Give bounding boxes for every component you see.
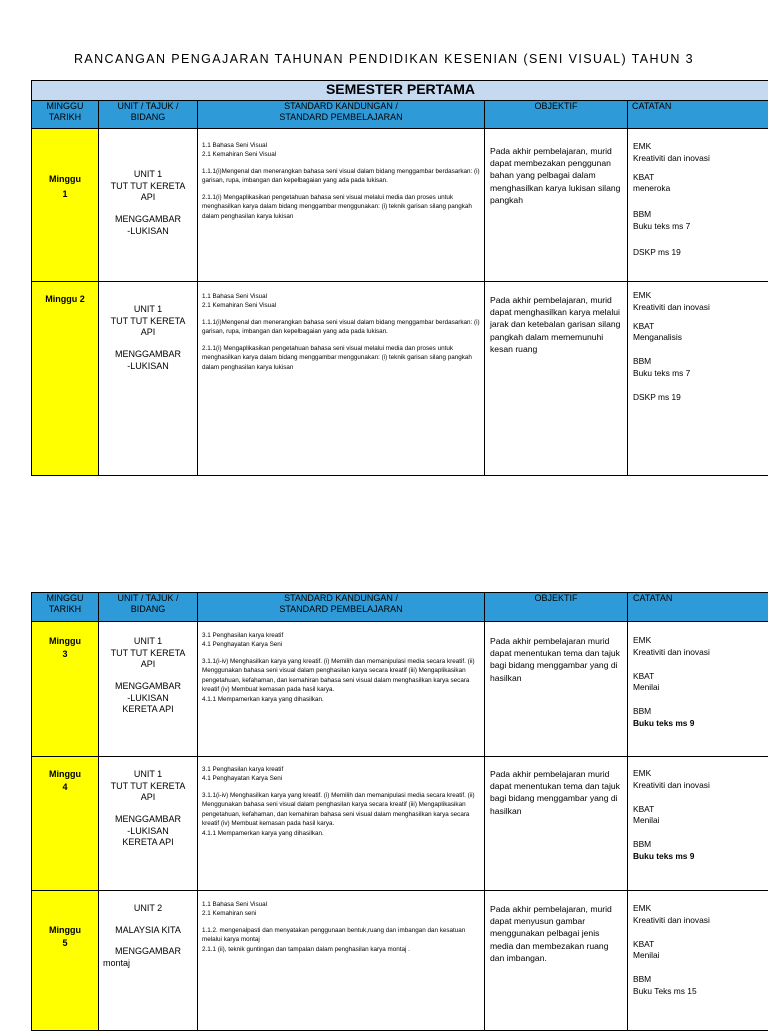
header-catatan: CATATAN [628, 101, 768, 129]
minggu-cell: Minggu 5 [32, 891, 99, 1031]
objektif-cell: Pada akhir pembelajaran, murid dapat membezakan penggunan bahan yang pelbagai dalam menghasilkan karya lukisan silang pangkah [485, 129, 628, 282]
page-title: RANCANGAN PENGAJARAN TAHUNAN PENDIDIKAN KESENIAN (SENI VISUAL) TAHUN 3 [0, 52, 768, 66]
standard-cell: 1.1 Bahasa Seni Visual 2.1 Kemahiran Seni Visual 1.1.1(i)Mengenal dan menerangkan bahasa seni visual dalam bidang menggambar berdasarkan: (i) garisan, rupa, imbangan dan kepelbagaian yang ada pada lukisan. 2.1.1(i) Mengaplikasikan pengetahuan bahasa seni visual melalui media dan proses untuk menghasilkan karya dalam bidang menggambar menggunakan: (i) teknik garisan silang pangkah dalam penghasilan karya lukisan [198, 282, 485, 476]
unit-cell: UNIT 2 MALAYSIA KITA MENGGAMBAR montaj [99, 891, 198, 1031]
catatan-cell: EMK Kreativiti dan inovasi KBAT Menilai BBM Buku teks ms 9 [628, 757, 768, 891]
objektif-cell: Pada akhir pembelajaran murid dapat menentukan tema dan tajuk bagi bidang menggambar yang di hasilkan [485, 622, 628, 757]
table-row [32, 757, 768, 891]
header-objektif: OBJEKTIF [485, 101, 628, 129]
table-row [32, 282, 768, 476]
objektif-cell: Pada akhir pembelajaran, murid dapat menyusun gambar menggunakan pelbagai jenis media dan membezakan ruang dan imbangan. [485, 891, 628, 1031]
unit-cell: UNIT 1 TUT TUT KERETA API MENGGAMBAR -LUKISAN KERETA API [99, 757, 198, 891]
header-minggu: MINGGU TARIKH [32, 593, 99, 622]
objektif-cell: Pada akhir pembelajaran murid dapat menentukan tema dan tajuk bagi bidang menggambar yang di hasilkan [485, 757, 628, 891]
header-row [32, 101, 768, 129]
header-standard: STANDARD KANDUNGAN / STANDARD PEMBELAJARAN [198, 101, 485, 129]
standard-cell: 3.1 Penghasilan karya kreatif 4.1 Penghayatan Karya Seni 3.1.1(i-iv) Menghasilkan karya yang kreatif. (i) Memilih dan memanipulasi media secara kreatif. (ii) Menggunakan bahasa seni visual dalam penghasilan karya secara kreatif (iii) Mengaplikasikan pengetahuan, kefahaman, dan kemahiran bahasa seni visual dalam menghasilkan karya secara kreatif (iv) Membuat kemasan pada hasil karya. 4.1.1 Mempamerkan karya yang dihasilkan. [198, 757, 485, 891]
semester-row [32, 81, 768, 101]
catatan-cell: EMK Kreativiti dan inovasi KBAT Menilai BBM Buku Teks ms 15 [628, 891, 768, 1031]
header-standard: STANDARD KANDUNGAN / STANDARD PEMBELAJARAN [198, 593, 485, 622]
objektif-cell: Pada akhir pembelajaran, murid dapat menghasilkan karya melalui jarak dan ketebalan garisan silang pangkah dalam mememunuhi kesan ruang [485, 282, 628, 476]
standard-cell: 1.1 Bahasa Seni Visual 2.1 Kemahiran seni 1.1.2. mengenalpasti dan menyatakan penggunaan bentuk,ruang dan imbangan dan kesatuan melalui karya montaj 2.1.1 (ii), teknik guntingan dan tampalan dalam penghasilan karya montaj . [198, 891, 485, 1031]
standard-cell: 3.1 Penghasilan karya kreatif 4.1 Penghayatan Karya Seni 3.1.1(i-iv) Menghasilkan karya yang kreatif. (i) Memilih dan memanipulasi media secara kreatif. (ii) Menggunakan bahasa seni visual dalam penghasilan karya secara kreatif (iii) Mengaplikasikan pengetahuan, kefahaman, dan kemahiran bahasa seni visual dalam menghasilkan karya secara kreatif (iv) Membuat kemasan pada hasil karya. 4.1.1 Mempamerkan karya yang dihasilkan. [198, 622, 485, 757]
header-catatan: CATATAN [628, 593, 768, 622]
plan-table-1 [31, 80, 768, 476]
minggu-cell: Minggu 1 [32, 129, 99, 282]
table-row [32, 891, 768, 1031]
header-unit: UNIT / TAJUK / BIDANG [99, 593, 198, 622]
minggu-cell: Minggu 2 [32, 282, 99, 476]
catatan-cell: EMK Kreativiti dan inovasi KBAT meneroka BBM Buku teks ms 7 DSKP ms 19 [628, 129, 768, 282]
minggu-cell: Minggu 3 [32, 622, 99, 757]
header-minggu: MINGGU TARIKH [32, 101, 99, 129]
catatan-cell: EMK Kreativiti dan inovasi KBAT Menganalisis BBM Buku teks ms 7 DSKP ms 19 [628, 282, 768, 476]
unit-cell: UNIT 1 TUT TUT KERETA API MENGGAMBAR -LUKISAN KERETA API [99, 622, 198, 757]
header-unit: UNIT / TAJUK / BIDANG [99, 101, 198, 129]
unit-cell: UNIT 1 TUT TUT KERETA API MENGGAMBAR -LUKISAN [99, 282, 198, 476]
minggu-cell: Minggu 4 [32, 757, 99, 891]
header-row [32, 593, 768, 622]
standard-cell: 1.1 Bahasa Seni Visual 2.1 Kemahiran Seni Visual 1.1.1(i)Mengenal dan menerangkan bahasa seni visual dalam bidang menggambar berdasarkan: (i) garisan, rupa, imbangan dan kepelbagaian yang ada pada lukisan. 2.1.1(i) Mengaplikasikan pengetahuan bahasa seni visual melalui media dan proses untuk menghasilkan karya dalam bidang menggambar menggunakan: (i) teknik garisan silang pangkah dalam penghasilan karya lukisan [198, 129, 485, 282]
catatan-cell: EMK Kreativiti dan inovasi KBAT Menilai BBM Buku teks ms 9 [628, 622, 768, 757]
unit-cell: UNIT 1 TUT TUT KERETA API MENGGAMBAR -LUKISAN [99, 129, 198, 282]
plan-table-2 [31, 592, 768, 1031]
semester-title: SEMESTER PERTAMA [32, 81, 768, 101]
table-row [32, 622, 768, 757]
table-row [32, 129, 768, 282]
header-objektif: OBJEKTIF [485, 593, 628, 622]
